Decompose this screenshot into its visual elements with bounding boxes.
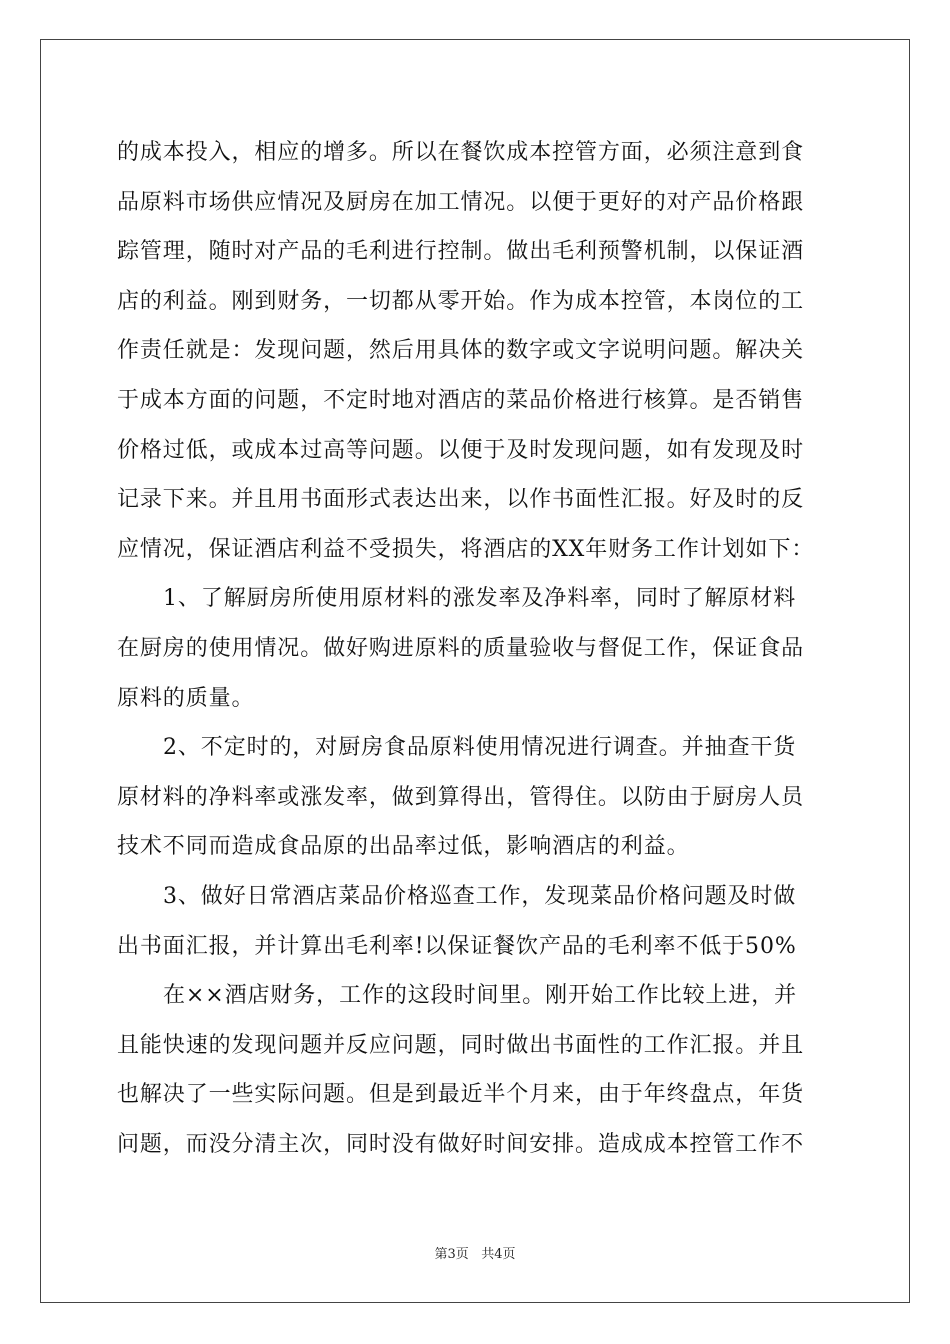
text-line: 在厨房的使用情况。做好购进原料的质量验收与督促工作，保证食品 [117, 635, 805, 661]
text-line: 出书面汇报，并计算出毛利率!以保证餐饮产品的毛利率不低于50% [117, 933, 797, 959]
text-line: 记录下来。并且用书面形式表达出来，以作书面性汇报。好及时的反 [117, 487, 805, 513]
text-line: 价格过低，或成本过高等问题。以便于及时发现问题，如有发现及时 [117, 437, 805, 463]
text-line: 也解决了一些实际问题。但是到最近半个月来，由于年终盘点，年货 [117, 1082, 805, 1108]
text-line: 且能快速的发现问题并反应问题，同时做出书面性的工作汇报。并且 [117, 1032, 805, 1058]
text-line: 踪管理，随时对产品的毛利进行控制。做出毛利预警机制，以保证酒 [117, 239, 805, 265]
text-line: 的成本投入，相应的增多。所以在餐饮成本控管方面，必须注意到食 [117, 140, 805, 165]
text-line: 原材料的净料率或涨发率，做到算得出，管得住。以防由于厨房人员 [117, 784, 805, 810]
document-body [117, 128, 837, 1169]
page-number-current: 第3页 [434, 1247, 469, 1262]
list-item-1-line: 1、了解厨房所使用原材料的涨发率及净料率，同时了解原材料 [163, 586, 797, 612]
text-line: 应情况，保证酒店利益不受损失，将酒店的XX年财务工作计划如下： [117, 536, 815, 562]
text-line: 技术不同而造成食品原的出品率过低，影响酒店的利益。 [117, 834, 690, 860]
text-line: 于成本方面的问题，不定时地对酒店的菜品价格进行核算。是否销售 [117, 387, 805, 413]
list-item-3-line: 3、做好日常酒店菜品价格巡查工作，发现菜品价格问题及时做 [163, 883, 797, 909]
text-line: 作责任就是：发现问题，然后用具体的数字或文字说明问题。解决关 [117, 338, 805, 364]
text-line: 原料的质量。 [117, 685, 255, 711]
text-line: 问题，而没分清主次，同时没有做好时间安排。造成成本控管工作不 [117, 1131, 805, 1157]
page-footer [0, 1243, 950, 1262]
list-item-2-line: 2、不定时的，对厨房食品原料使用情况进行调查。并抽查干货 [163, 735, 797, 761]
page-number-total: 共4页 [481, 1247, 516, 1262]
text-line: 品原料市场供应情况及厨房在加工情况。以便于更好的对产品价格跟 [117, 189, 805, 215]
paragraph-start-line: 在××酒店财务，工作的这段时间里。刚开始工作比较上进，并 [163, 983, 798, 1009]
text-line: 店的利益。刚到财务，一切都从零开始。作为成本控管，本岗位的工 [117, 288, 805, 314]
